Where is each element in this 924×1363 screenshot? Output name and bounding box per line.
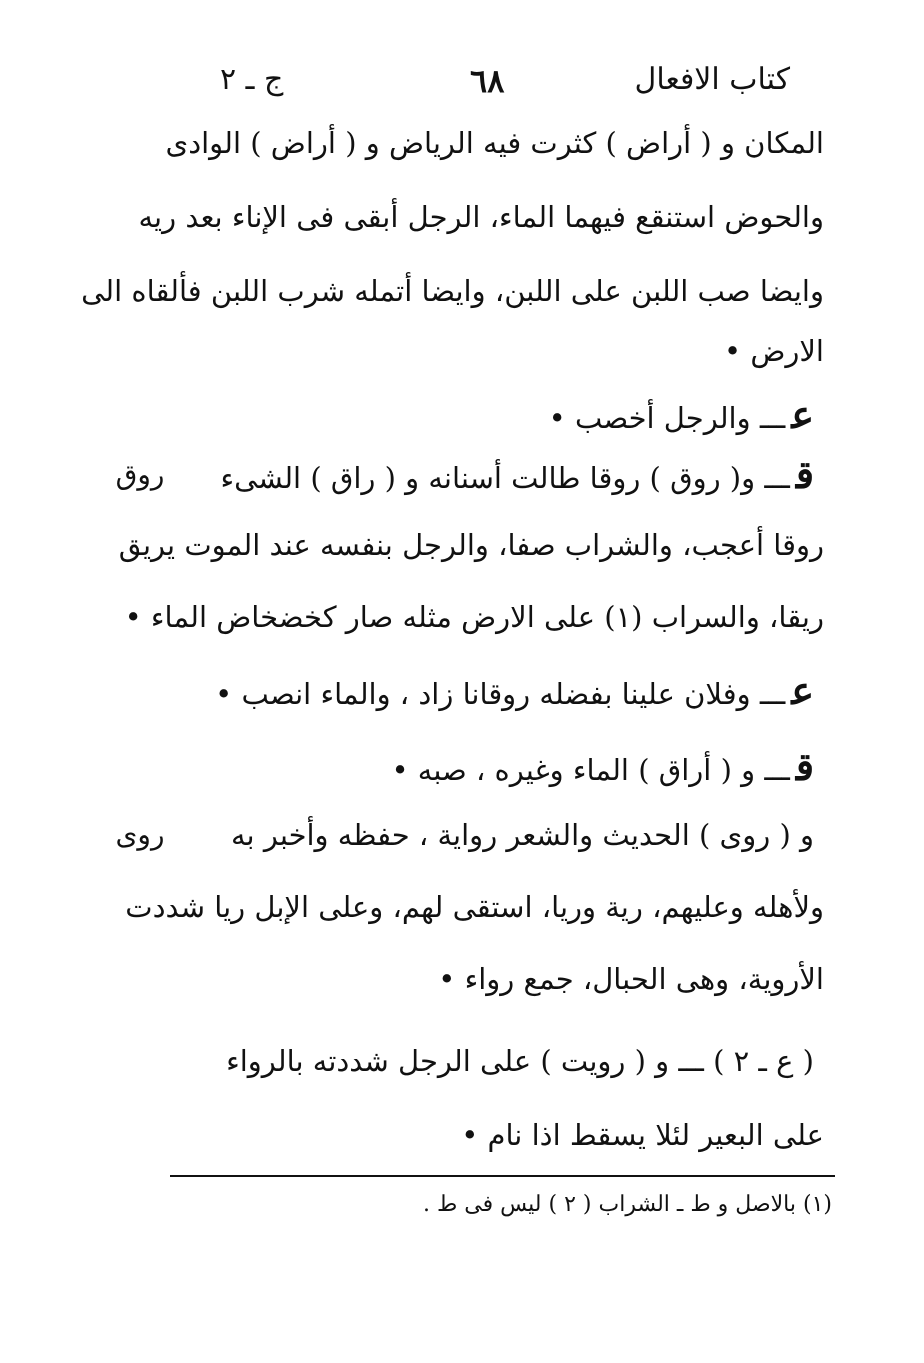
page-header [190,62,830,112]
text-line-11: على البعير لئلا يسقط اذا نام • [461,1118,824,1152]
entry-qaf-2 [391,744,814,790]
margin-root-rawa: روى [115,818,165,851]
text-line-1: المكان و ( أراض ) كثرت فيه الرياض و ( أراض ) الوادى [165,126,824,160]
entry-ayn-2 [215,668,814,714]
text-line-9: الأروية، وهى الحبال، جمع رواء • [438,962,824,996]
entry-code-ayn: ع [791,668,814,713]
entry-text: ـــ والرجل أخصب • [548,401,786,435]
entry-text: ـــ وفلان علينا بفضله روقانا زاد ، والماء انصب • [215,677,786,711]
entry-ayn-1 [549,392,814,438]
book-title: كتاب الافعال [634,62,790,97]
page-number: ٦٨ [470,62,505,100]
volume-label: ج ـ ٢ [220,62,284,97]
text-line-7: و ( روى ) الحديث والشعر رواية ، حفظه وأخبر به [230,818,814,852]
entry-text: ـــ و( روق ) روقا طالت أسنانه و ( راق ) الشىء [220,461,790,495]
text-line-10: ( ع ـ ٢ ) ـــ و ( رويت ) على الرجل شددته بالرواء [226,1044,814,1078]
entry-code-ayn: ع [791,392,814,437]
text-line-2: والحوض استنقع فيهما الماء، الرجل أبقى فى الإناء بعد ريه [138,200,824,234]
text-line-6: ريقا، والسراب (١) على الارض مثله صار كخضخاض الماء • [124,600,824,634]
text-line-8: ولأهله وعليهم، رية وريا، استقى لهم، وعلى الإبل ريا شددت [125,890,824,924]
text-line-5: روقا أعجب، والشراب صفا، والرجل بنفسه عند الموت يريق [118,528,824,562]
entry-code-qaf: ق [795,452,814,497]
entry-code-qaf: ق [795,744,814,789]
footnote-divider [170,1175,835,1177]
margin-root-rawq: روق [115,458,165,491]
entry-qaf-1 [221,452,814,498]
text-line-3: وايضا صب اللبن على اللبن، وايضا أتمله شرب اللبن فألقاه الى [81,274,824,308]
footnote: (١) بالاصل و ط ـ الشراب ( ٢ ) ليس فى ط . [422,1192,832,1217]
text-line-4: الارض • [724,334,824,368]
entry-text: ـــ و ( أراق ) الماء وغيره ، صبه • [391,753,790,787]
